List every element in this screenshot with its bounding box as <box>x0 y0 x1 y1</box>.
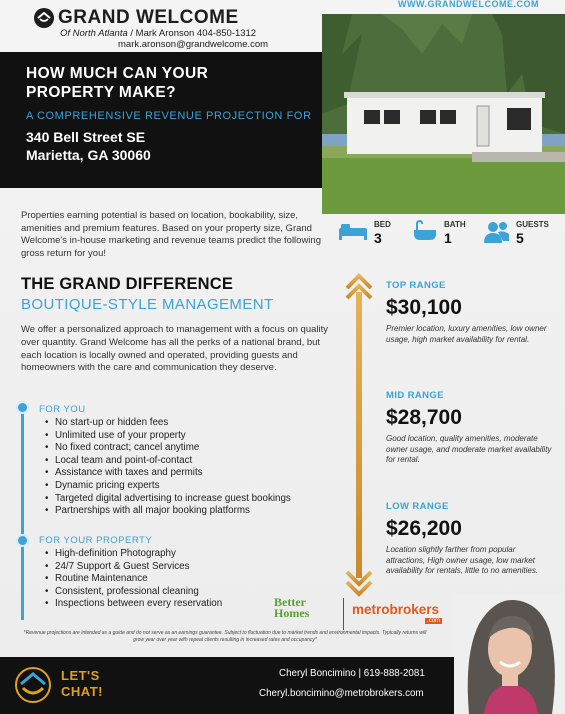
for-you-list <box>45 417 291 518</box>
list-item: • Assistance with taxes and permits <box>45 467 291 480</box>
list-item: • Routine Maintenance <box>45 573 222 586</box>
list-item: • Consistent, professional cleaning <box>45 586 222 599</box>
intro-paragraph: Properties earning potential is based on location, bookability, size, amenities and premium features. Based on your property size, Grand Welcome's in-house marketing and revenue teams predict the following gross return for you! <box>21 210 321 259</box>
disclaimer-text: *Revenue projections are intended as a guide and do not serve as an earnings guarantee. Subject to fluctuation due to market trends and environmental impacts. Typically returns will grow year over year with repeat clients resulting in increased rates and occupancy* <box>23 630 427 643</box>
website-link[interactable]: WWW.GRANDWELCOME.COM <box>398 0 539 9</box>
list-item: • Partnerships with all major booking platforms <box>45 505 291 518</box>
for-property-heading: FOR YOUR PROPERTY <box>39 535 153 546</box>
hero-subtitle: A COMPREHENSIVE REVENUE PROJECTION FOR <box>26 110 312 122</box>
amenity-label: BED <box>374 220 391 229</box>
amenity-value: 1 <box>444 230 452 246</box>
property-address <box>26 128 322 164</box>
agent-info <box>60 28 256 39</box>
range-arrow-icon <box>343 270 375 600</box>
property-photo <box>322 14 565 214</box>
bed-icon <box>338 220 368 242</box>
agent-email[interactable]: Cheryl.boncimino@metrobrokers.com <box>259 688 424 699</box>
metro-name: metrobrokers <box>352 602 440 617</box>
range-value: $30,100 <box>386 296 462 319</box>
for-property-list <box>45 548 222 611</box>
amenity-bed <box>338 220 391 245</box>
brand-name: GRAND WELCOME <box>58 7 239 28</box>
list-item: • Inspections between every reservation <box>45 598 222 611</box>
list-item: • Local team and point-of-contact <box>45 455 291 468</box>
hero-title-line1: HOW MUCH CAN YOUR <box>26 65 209 82</box>
bh-line2: Homes <box>274 606 310 620</box>
range-value: $26,200 <box>386 517 462 540</box>
hero-title <box>26 64 322 102</box>
range-label: LOW RANGE <box>386 501 449 512</box>
list-item: • Dynamic pricing experts <box>45 480 291 493</box>
metro-domain: .com <box>427 618 441 624</box>
hero-box <box>0 52 322 188</box>
range-label: TOP RANGE <box>386 280 446 291</box>
difference-title: THE GRAND DIFFERENCE <box>21 275 234 293</box>
brand-logo <box>34 7 239 29</box>
difference-subtitle: BOUTIQUE-STYLE MANAGEMENT <box>21 296 274 313</box>
address-line2: Marietta, GA 30060 <box>26 147 151 163</box>
bh-line1: Better <box>274 595 306 609</box>
amenity-guests <box>484 220 549 245</box>
cta-line1: LET'S <box>61 668 100 683</box>
metrobrokers-logo <box>352 602 441 624</box>
partner-logos <box>272 595 452 635</box>
amenity-bath <box>412 220 466 245</box>
range-desc: Premier location, luxury amenities, low owner usage, high market availability for rental. <box>386 324 547 344</box>
bath-icon <box>412 220 438 242</box>
cta-text[interactable] <box>61 668 103 700</box>
amenity-value: 5 <box>516 230 524 246</box>
range-top <box>386 280 556 345</box>
agent-contact[interactable]: Cheryl Boncimino | 619-888-2081 <box>279 668 425 679</box>
address-line1: 340 Bell Street SE <box>26 129 146 145</box>
list-item: • Unlimited use of your property <box>45 430 291 443</box>
footer-bar <box>0 657 454 714</box>
agent-email-top[interactable]: mark.aronson@grandwelcome.com <box>118 39 269 50</box>
amenity-label: GUESTS <box>516 220 549 229</box>
amenity-value: 3 <box>374 230 382 246</box>
location-label: Of North Atlanta <box>60 28 128 39</box>
logo-mark-icon <box>34 8 54 28</box>
list-item: • 24/7 Support & Guest Services <box>45 561 222 574</box>
timeline-dot <box>16 401 29 414</box>
list-item: • No fixed contract; cancel anytime <box>45 442 291 455</box>
timeline-line <box>21 403 24 620</box>
agent-phone-line: / Mark Aronson 404-850-1312 <box>127 28 257 39</box>
list-item: • High-definition Photography <box>45 548 222 561</box>
range-desc: Location slightly farther from popular attractions, High owner usage, low market availability for rentals, little to no amenities. <box>386 545 539 575</box>
house-logo-icon <box>13 667 53 703</box>
hero-title-line2: PROPERTY MAKE? <box>26 84 176 101</box>
range-value: $28,700 <box>386 406 462 429</box>
timeline-dot <box>16 534 29 547</box>
guests-icon <box>484 220 510 244</box>
better-homes-logo <box>274 597 309 619</box>
logo-divider <box>343 598 344 630</box>
range-label: MID RANGE <box>386 390 444 401</box>
agent-photo <box>454 594 565 714</box>
for-you-heading: FOR YOU <box>39 404 86 415</box>
list-item: • Targeted digital advertising to increase guest bookings <box>45 493 291 506</box>
range-low <box>386 501 556 577</box>
cta-line2: CHAT! <box>61 684 103 699</box>
difference-body: We offer a personalized approach to management with a focus on quality over quantity. Grand Welcome has all the perks of a national brand, but each location is locally owned and operated, providing guests and homeowners with the care and communication they deserve. <box>21 324 329 374</box>
list-item: • No start-up or hidden fees <box>45 417 291 430</box>
range-desc: Good location, quality amenities, moderate owner usage, and moderate market availability for rental. <box>386 434 552 464</box>
amenity-label: BATH <box>444 220 466 229</box>
range-mid <box>386 390 556 466</box>
